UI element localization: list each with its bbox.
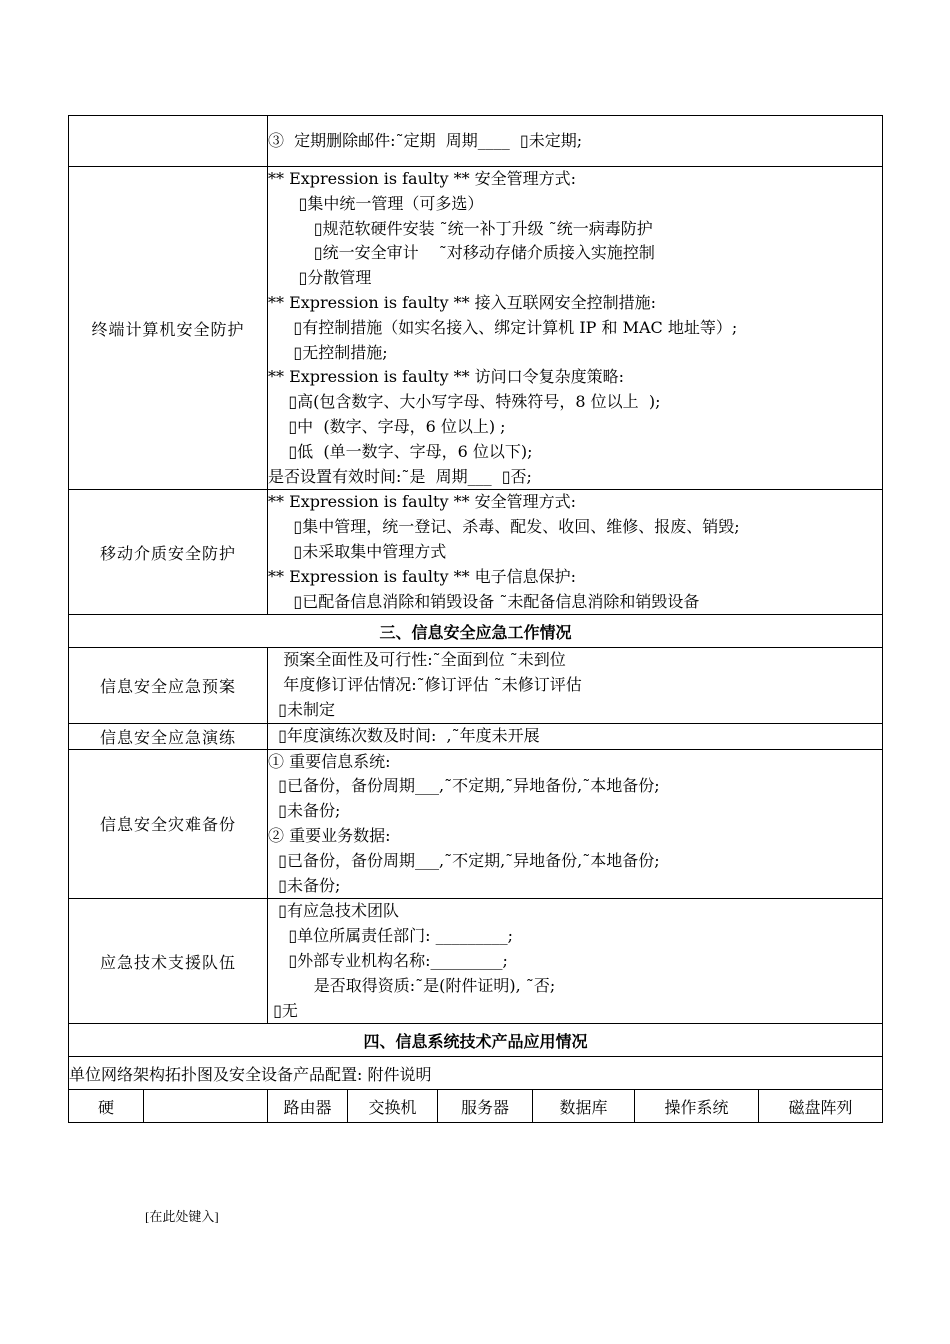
section-row bbox=[69, 1024, 883, 1057]
hardware-cell: 交换机 bbox=[348, 1090, 438, 1123]
row-line: ▯未备份; bbox=[268, 875, 341, 895]
row-line: ** Expression is faulty ** 电子信息保护: bbox=[268, 566, 577, 586]
row-line: ▯无控制措施; bbox=[268, 342, 388, 362]
row-label: 应急技术支援队伍 bbox=[69, 899, 268, 1024]
hardware-row bbox=[69, 1090, 883, 1123]
row-line: ▯无 bbox=[268, 1000, 298, 1020]
row-label: 信息安全应急预案 bbox=[69, 648, 268, 723]
row-content bbox=[268, 723, 883, 749]
row-line: ▯集中统一管理（可多选） bbox=[268, 193, 484, 213]
empty-cell bbox=[144, 1090, 268, 1123]
hardware-cell: 操作系统 bbox=[635, 1090, 759, 1123]
section-title-products: 四、信息系统技术产品应用情况 bbox=[69, 1024, 883, 1057]
row-line: ▯中 (数字、字母，6 位以上) ; bbox=[268, 416, 506, 436]
security-survey-table bbox=[68, 115, 883, 1123]
row-line: ▯统一安全审计 ˜对移动存储介质接入实施控制 bbox=[268, 243, 655, 263]
row-line: 是否设置有效时间:˜是 周期___ ▯否; bbox=[268, 466, 532, 486]
row-label: 信息安全应急演练 bbox=[69, 723, 268, 749]
row-line: 年度修订评估情况:˜修订评估 ˜未修订评估 bbox=[268, 675, 582, 695]
row-label bbox=[69, 116, 268, 167]
footer-placeholder: [在此处键入] bbox=[145, 1209, 219, 1224]
row-line: 预案全面性及可行性:˜全面到位 ˜未到位 bbox=[268, 650, 566, 670]
hardware-cell: 数据库 bbox=[533, 1090, 635, 1123]
row-content bbox=[268, 899, 883, 1024]
row-line: 是否取得资质:˜是(附件证明), ˜否; bbox=[268, 975, 556, 995]
row-line: ▯低 (单一数字、字母，6 位以下); bbox=[268, 441, 533, 461]
row-line: ▯单位所属责任部门: _________; bbox=[268, 926, 514, 946]
network-note: 单位网络架构拓扑图及安全设备产品配置: 附件说明 bbox=[69, 1057, 883, 1090]
row-line: ** Expression is faulty ** 安全管理方式: bbox=[268, 492, 577, 512]
row-line: ** Expression is faulty ** 安全管理方式: bbox=[268, 169, 577, 188]
row-line: ② 重要业务数据: bbox=[268, 825, 391, 845]
row-label: 终端计算机安全防护 bbox=[69, 167, 268, 490]
table-row bbox=[69, 723, 883, 749]
row-content bbox=[268, 749, 883, 899]
hardware-label: 硬 bbox=[69, 1090, 144, 1123]
row-line: ▯未备份; bbox=[268, 801, 341, 821]
hardware-cell: 磁盘阵列 bbox=[759, 1090, 883, 1123]
section-title-emergency: 三、信息安全应急工作情况 bbox=[69, 615, 883, 648]
row-content bbox=[268, 648, 883, 723]
row-line: ▯有应急技术团队 bbox=[268, 901, 399, 921]
row-line: ③ 定期删除邮件:˜定期 周期____ ▯未定期; bbox=[268, 130, 583, 150]
table-row bbox=[69, 167, 883, 490]
row-content bbox=[268, 490, 883, 615]
row-line: ▯未制定 bbox=[268, 699, 335, 719]
row-label: 移动介质安全防护 bbox=[69, 490, 268, 615]
row-line: ▯已备份，备份周期___,˜不定期,˜异地备份,˜本地备份; bbox=[268, 776, 660, 796]
row-content bbox=[268, 167, 883, 490]
row-line: ▯高(包含数字、大小写字母、特殊符号，8 位以上 ); bbox=[268, 392, 661, 412]
row-label: 信息安全灾难备份 bbox=[69, 749, 268, 899]
row-line: ▯有控制措施（如实名接入、绑定计算机 IP 和 MAC 地址等）; bbox=[268, 317, 738, 337]
table-row bbox=[69, 899, 883, 1024]
table-row bbox=[69, 490, 883, 615]
table-row bbox=[69, 116, 883, 167]
row-line: ▯外部专业机构名称:_________; bbox=[268, 950, 508, 970]
row-line: ▯集中管理，统一登记、杀毒、配发、收回、维修、报废、销毁; bbox=[268, 517, 740, 537]
table-row bbox=[69, 749, 883, 899]
row-line: ▯分散管理 bbox=[268, 268, 372, 288]
row-line: ▯未采取集中管理方式 bbox=[268, 541, 447, 561]
table-row bbox=[69, 648, 883, 723]
section-row bbox=[69, 615, 883, 648]
hardware-cell: 服务器 bbox=[438, 1090, 533, 1123]
row-line: ** Expression is faulty ** 接入互联网安全控制措施: bbox=[268, 292, 657, 312]
row-line: ▯年度演练次数及时间: ,˜年度未开展 bbox=[268, 725, 540, 745]
row-content bbox=[268, 116, 883, 167]
row-line: ① 重要信息系统: bbox=[268, 751, 391, 771]
row-line: ▯规范软硬件安装 ˜统一补丁升级 ˜统一病毒防护 bbox=[268, 218, 653, 238]
hardware-cell: 路由器 bbox=[268, 1090, 348, 1123]
row-line: ▯已配备信息消除和销毁设备 ˜未配备信息消除和销毁设备 bbox=[268, 591, 700, 611]
row-line: ▯已备份，备份周期___,˜不定期,˜异地备份,˜本地备份; bbox=[268, 850, 660, 870]
table-row bbox=[69, 1057, 883, 1090]
row-line: ** Expression is faulty ** 访问口令复杂度策略: bbox=[268, 367, 625, 387]
